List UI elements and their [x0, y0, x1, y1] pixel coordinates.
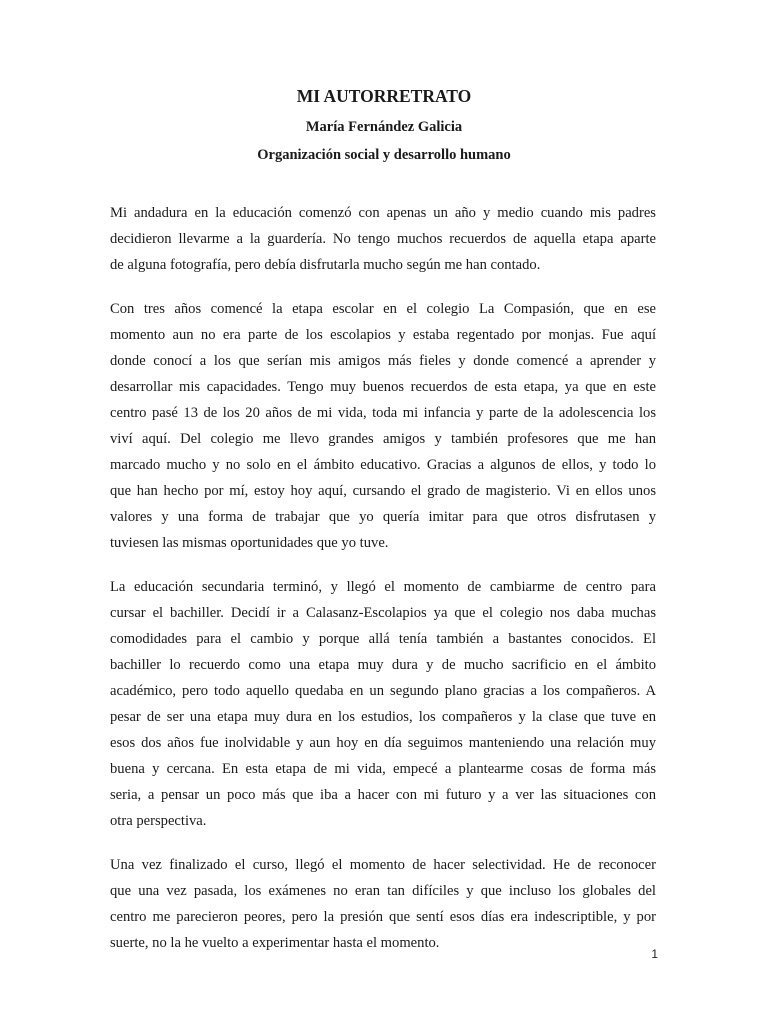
- author-name: María Fernández Galicia: [305, 119, 463, 135]
- paragraph-line: donde conocí a los que serían mis amigos más fieles y donde comencé a aprender y: [110, 353, 656, 369]
- paragraph-line: viví aquí. Del colegio me llevo grandes amigos y también profesores que me han: [110, 431, 656, 447]
- paragraph-line: valores y una forma de trabajar que yo quería imitar para que otros disfrutasen y: [110, 509, 656, 525]
- paragraph-line: centro me parecieron peores, pero la presión que sentí esos días era indescriptible, y por: [110, 909, 656, 925]
- paragraph-line: otra perspectiva.: [110, 813, 207, 829]
- paragraph-line: Una vez finalizado el curso, llegó el momento de hacer selectividad. He de reconocer: [110, 857, 656, 873]
- paragraph-line: pesar de ser una etapa muy dura en los estudios, los compañeros y la clase que tuve en: [110, 709, 656, 725]
- paragraph-line: Con tres años comencé la etapa escolar en el colegio La Compasión, que en ese: [110, 301, 656, 317]
- paragraph-line: desarrollar mis capacidades. Tengo muy buenos recuerdos de esta etapa, ya que en este: [110, 379, 656, 395]
- paragraph-line: centro pasé 13 de los 20 años de mi vida, toda mi infancia y parte de la adolescencia los: [110, 405, 656, 421]
- paragraph-line: cursar el bachiller. Decidí ir a Calasanz-Escolapios ya que el colegio nos daba muchas: [110, 605, 656, 621]
- paragraph-line: decidieron llevarme a la guardería. No tengo muchos recuerdos de aquella etapa aparte: [110, 231, 656, 247]
- body-paragraph: [110, 574, 656, 834]
- paragraph-line: marcado mucho y no solo en el ámbito educativo. Gracias a algunos de ellos, y todo lo: [110, 457, 656, 473]
- paragraph-line: bachiller lo recuerdo como una etapa muy dura y de mucho sacrificio en el ámbito: [110, 657, 656, 673]
- paragraph-line: buena y cercana. En esta etapa de mi vida, empecé a plantearme cosas de forma más: [110, 761, 656, 777]
- page-number: 1: [651, 947, 658, 961]
- paragraph-line: seria, a pensar un poco más que iba a hacer con mi futuro y a ver las situaciones con: [110, 787, 656, 803]
- course-name: Organización social y desarrollo humano: [257, 147, 511, 163]
- paragraph-line: tuviesen las mismas oportunidades que yo tuve.: [110, 535, 389, 551]
- document-body: [110, 200, 656, 974]
- paragraph-line: esos dos años fue inolvidable y aun hoy en día seguimos manteniendo una relación muy: [110, 735, 656, 751]
- paragraph-line: suerte, no la he vuelto a experimentar hasta el momento.: [110, 935, 440, 951]
- paragraph-line: que han hecho por mí, estoy hoy aquí, cursando el grado de magisterio. Vi en ellos unos: [110, 483, 656, 499]
- paragraph-line: académico, pero todo aquello quedaba en un segundo plano gracias a los compañeros. A: [110, 683, 656, 699]
- paragraph-line: Mi andadura en la educación comenzó con apenas un año y medio cuando mis padres: [110, 205, 656, 221]
- body-paragraph: [110, 296, 656, 556]
- document-title: MI AUTORRETRATO: [296, 86, 472, 106]
- paragraph-line: que una vez pasada, los exámenes no eran tan difíciles y que incluso los globales del: [110, 883, 656, 899]
- body-paragraph: [110, 200, 656, 278]
- paragraph-line: momento aun no era parte de los escolapios y estaba regentado por monjas. Fue aquí: [110, 327, 656, 343]
- paragraph-line: La educación secundaria terminó, y llegó el momento de cambiarme de centro para: [110, 579, 656, 595]
- body-paragraph: [110, 852, 656, 956]
- paragraph-line: de alguna fotografía, pero debía disfrutarla mucho según me han contado.: [110, 257, 541, 273]
- paragraph-line: comodidades para el cambio y porque allá tenía también a bastantes conocidos. El: [110, 631, 656, 647]
